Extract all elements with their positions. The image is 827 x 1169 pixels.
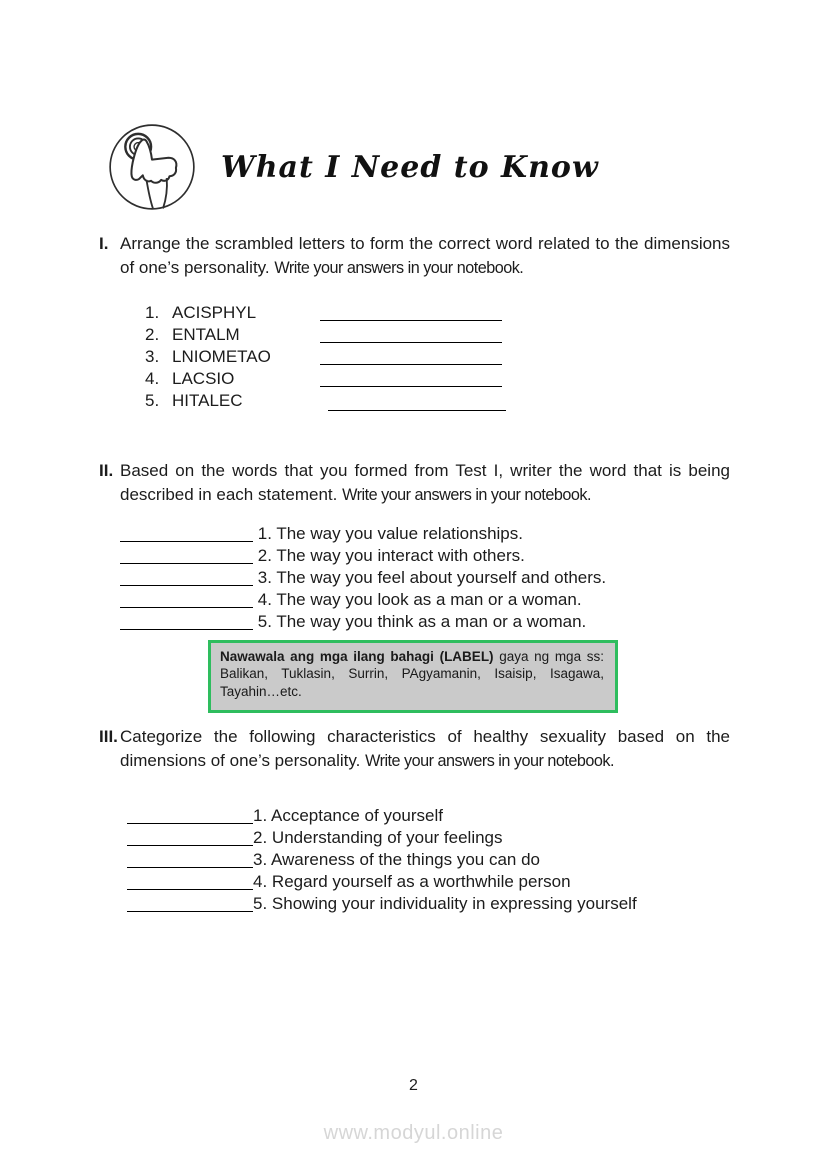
statement-text: The way you value relationships. [276, 524, 523, 543]
answer-blank [120, 529, 253, 542]
answer-blank [320, 341, 502, 343]
test-2-numeral: II. [99, 461, 114, 480]
statement-item [120, 523, 606, 545]
statement-text: Showing your individuality in expressing yourself [271, 894, 637, 913]
item-number: 2. [253, 828, 268, 847]
answer-blank [320, 363, 502, 365]
test-2-instruction-text: Based on the words that you formed from Test I, writer the word that is being described in each statement. [120, 461, 730, 504]
scrambled-word: ENTALM [172, 325, 240, 344]
statement-text: The way you interact with others. [276, 546, 525, 565]
statement-text: Awareness of the things you can do [270, 850, 541, 869]
answer-blank [127, 877, 253, 890]
answer-blank [127, 899, 253, 912]
test-3-instruction-text: Categorize the following characteristics of healthy sexuality based on the dimensions of one’s personality. [120, 727, 730, 770]
test-2-item-list [120, 523, 606, 633]
statement-text: The way you think as a man or a woman. [276, 612, 587, 631]
item-number: 2. [145, 325, 160, 344]
test-3-item-list [127, 805, 637, 915]
answer-blank [127, 811, 253, 824]
answer-blank [127, 833, 253, 846]
item-number: 3. [253, 850, 268, 869]
test-3-instruction-note: Write your answers in your notebook. [365, 751, 614, 770]
watermark: www.modyul.online [323, 1122, 504, 1144]
item-number: 2. [257, 546, 272, 565]
test-1-instruction-text: Arrange the scrambled letters to form the correct word related to the dimensions of one’s personality. [120, 234, 730, 277]
test-2-instruction [99, 459, 730, 507]
item-number: 4. [257, 590, 272, 609]
item-number: 4. [253, 872, 268, 891]
statement-item [120, 611, 606, 633]
answer-blank [127, 855, 253, 868]
answer-blank [120, 617, 253, 630]
scramble-item [145, 302, 271, 324]
statement-text: Regard yourself as a worthwhile person [271, 872, 571, 891]
scramble-item [145, 324, 271, 346]
item-number: 5. [257, 612, 272, 631]
scrambled-word: HITALEC [172, 391, 243, 410]
statement-text: Understanding of your feelings [271, 828, 503, 847]
page-title: What I Need to Know [221, 150, 599, 185]
statement-item [127, 827, 637, 849]
statement-item [127, 871, 637, 893]
item-number: 4. [145, 369, 160, 388]
scrambled-word: LNIOMETAO [172, 347, 271, 366]
statement-item [127, 805, 637, 827]
scramble-item [145, 390, 271, 412]
item-number: 3. [145, 347, 160, 366]
answer-blank [328, 409, 506, 411]
statement-text: The way you look as a man or a woman. [276, 590, 582, 609]
scramble-item [145, 368, 271, 390]
item-number: 3. [257, 568, 272, 587]
statement-text: The way you feel about yourself and others. [276, 568, 607, 587]
statement-item [127, 893, 637, 915]
statement-item [127, 849, 637, 871]
item-number: 1. [145, 303, 160, 322]
page-number: 2 [409, 1077, 418, 1094]
note-box [208, 640, 618, 713]
tap-hand-icon [106, 120, 198, 214]
test-3-numeral: III. [99, 727, 118, 746]
test-1-numeral: I. [99, 234, 109, 253]
answer-blank [320, 385, 502, 387]
item-number: 5. [145, 391, 160, 410]
answer-blank [320, 319, 502, 321]
statement-text: Acceptance of yourself [270, 806, 443, 825]
answer-blank [120, 595, 253, 608]
item-number: 1. [257, 524, 272, 543]
scrambled-word: LACSIO [172, 369, 235, 388]
statement-item [120, 589, 606, 611]
scramble-item [145, 346, 271, 368]
scrambled-word: ACISPHYL [172, 303, 257, 322]
answer-blank [120, 551, 253, 564]
test-2-instruction-note: Write your answers in your notebook. [342, 485, 592, 504]
note-box-bold-text: Nawawala ang mga ilang bahagi (LABEL) [220, 649, 494, 664]
statement-item [120, 567, 606, 589]
item-number: 1. [253, 806, 268, 825]
test-3-instruction [99, 725, 730, 773]
answer-blank [120, 573, 253, 586]
statement-item [120, 545, 606, 567]
test-1-instruction [99, 232, 730, 280]
test-1-item-list [145, 302, 271, 412]
item-number: 5. [253, 894, 268, 913]
test-1-instruction-note: Write your answers in your notebook. [274, 258, 524, 277]
note-box-regular-text: gaya ng mga ss: Balikan, Tuklasin, Surrin, PAgyamanin, Isaisip, Isagawa, Tayahin…etc. [220, 649, 604, 699]
